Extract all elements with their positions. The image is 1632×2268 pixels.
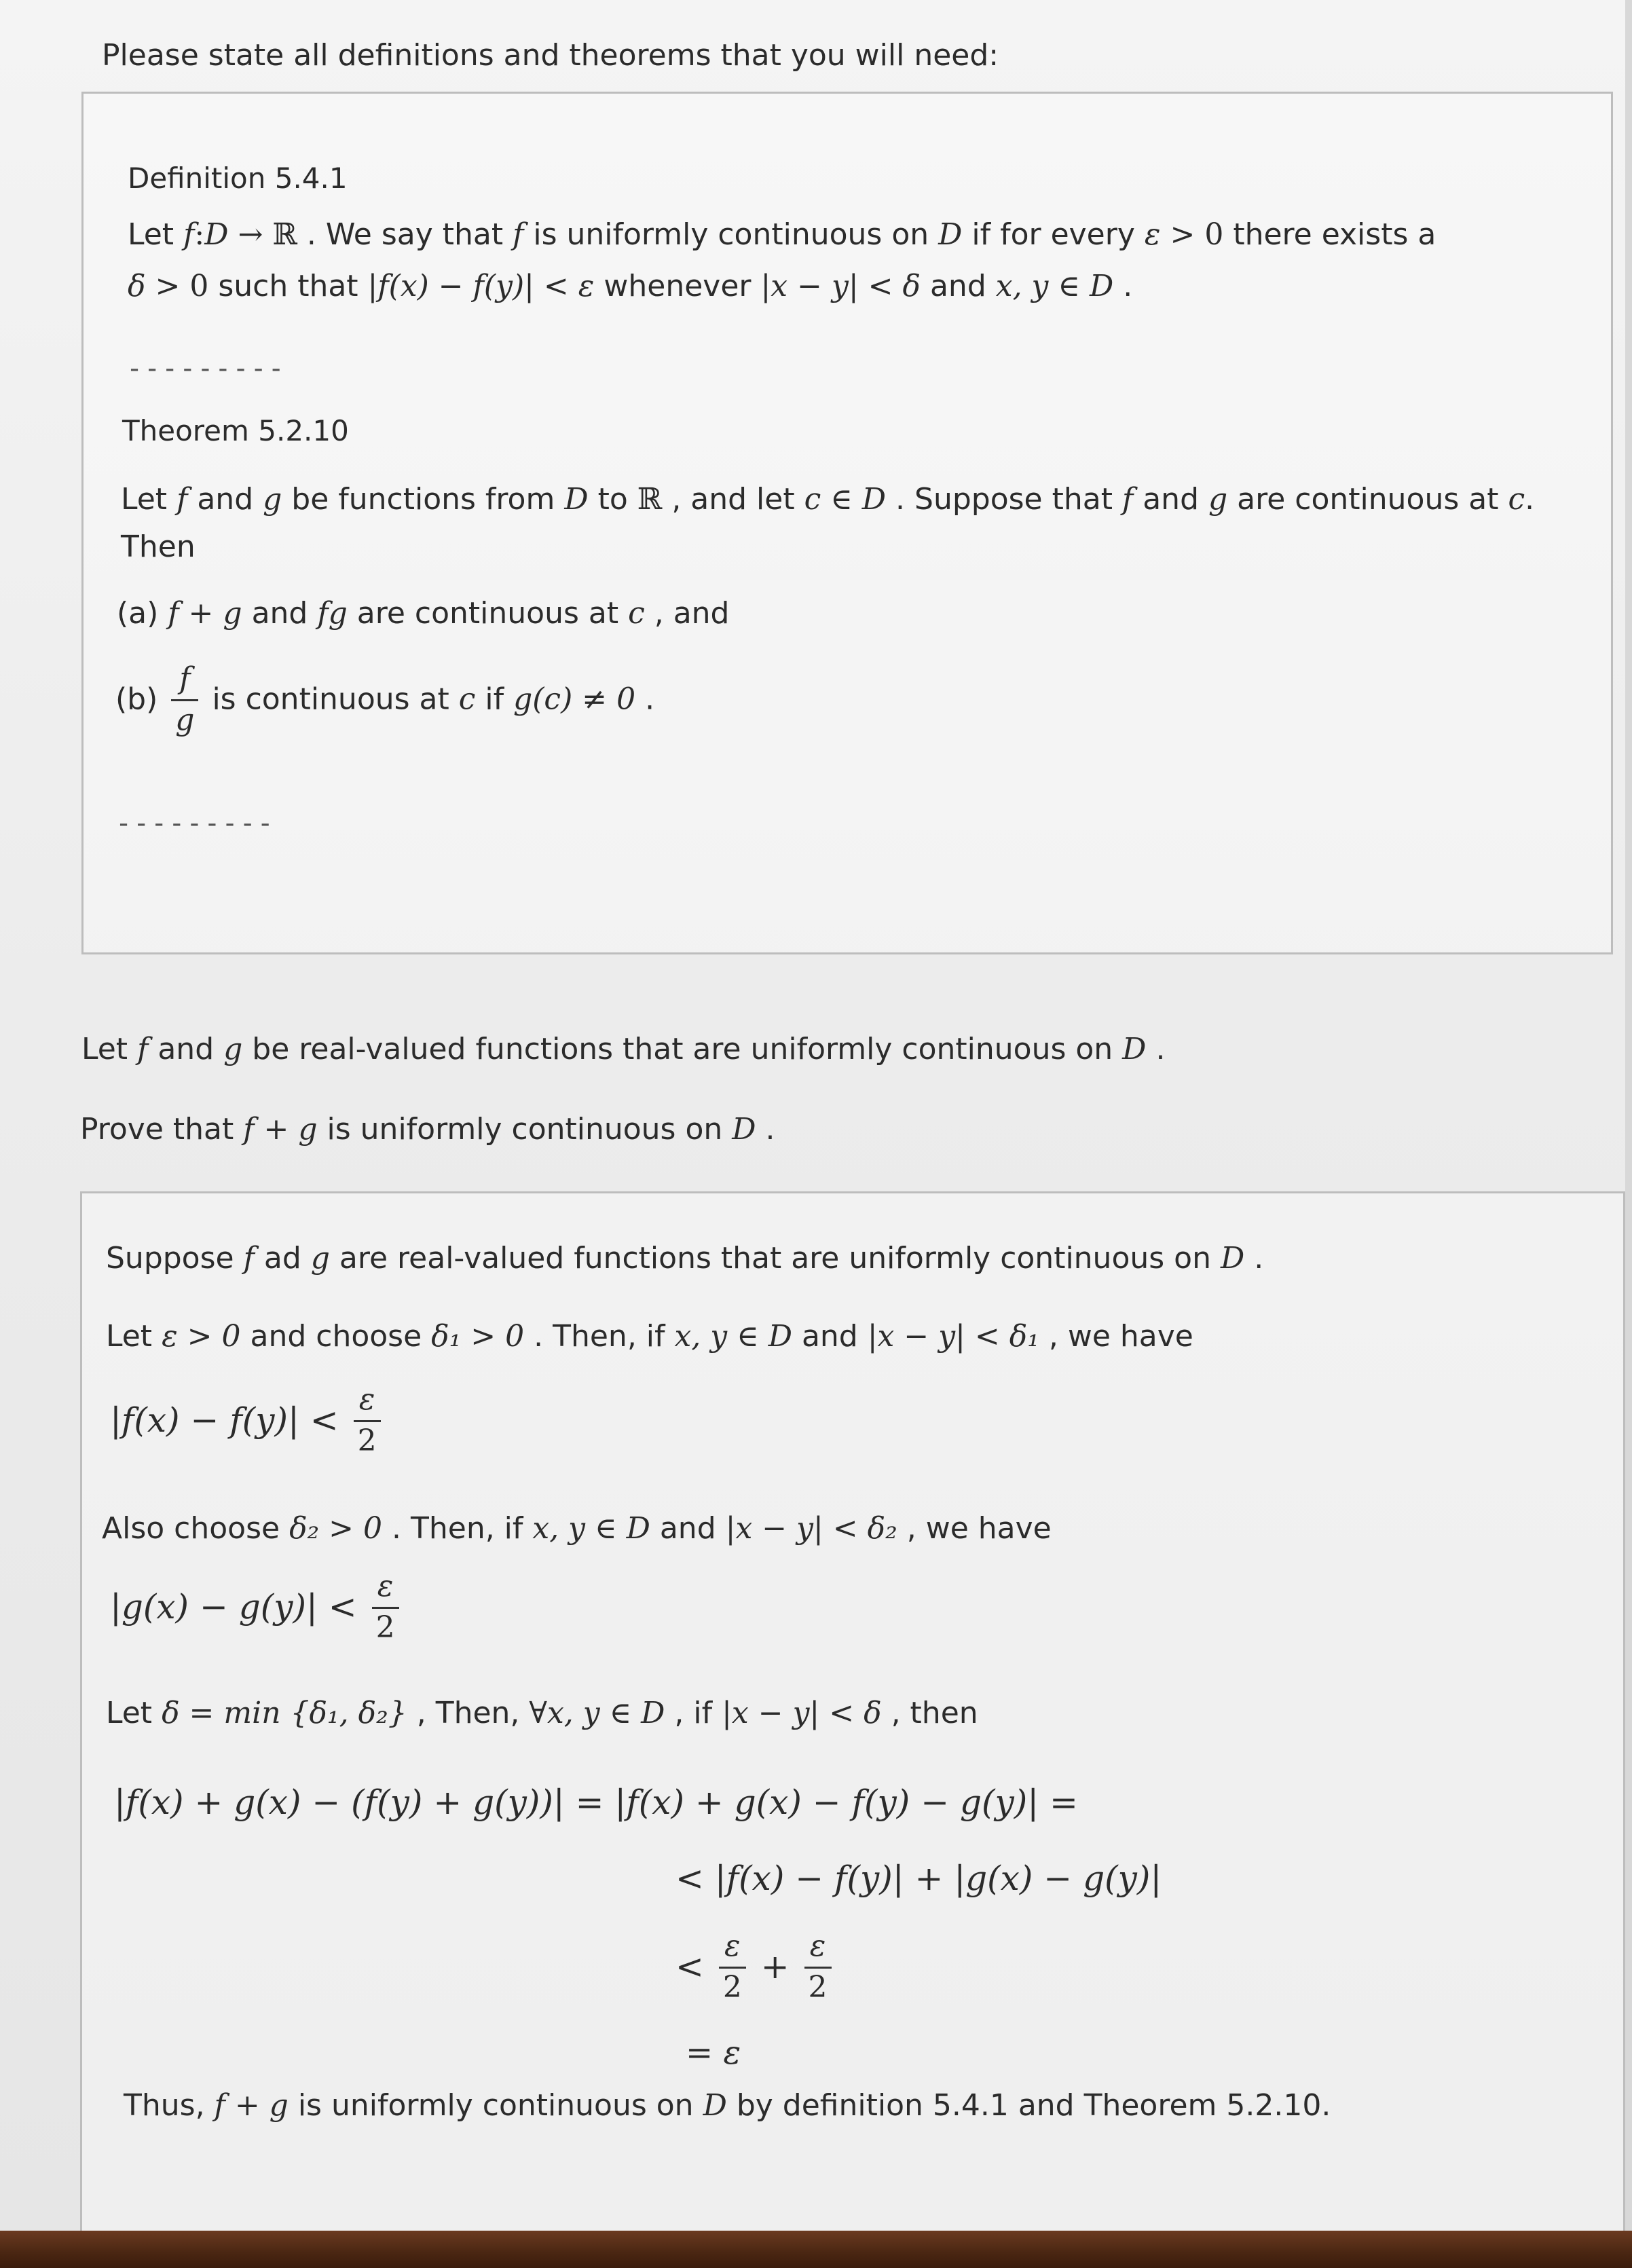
- f-over-g-fraction: $\frac{f}{g}$: [171, 664, 198, 735]
- separator-dashes: ---------: [126, 353, 286, 384]
- desk-surface: [0, 2231, 1632, 2268]
- equation-g-bound: |g(x) − g(y)| < $\frac{\varepsilon}{2}$: [110, 1572, 403, 1643]
- paper-edge: [1625, 0, 1632, 2233]
- equation-triangle-inequality: < |f(x) − f(y)| + |g(x) − g(y)|: [675, 1859, 1162, 1898]
- definition-title: Definition 5.4.1: [128, 162, 348, 195]
- theorem-part-b: (b) $\frac{f}{g}$ is continuous at c if g(c) ≠ 0 .: [115, 661, 655, 737]
- theorem-part-a: (a) f + g and fg are continuous at c , and: [117, 596, 730, 631]
- theorem-title: Theorem 5.2.10: [122, 414, 349, 447]
- separator-dashes-2: ---------: [115, 808, 275, 839]
- problem-line-1: Let f and g be real-valued functions that are uniformly continuous on D .: [81, 1032, 1166, 1066]
- proof-conclusion: Thus, f + g is uniformly continuous on D by definition 5.4.1 and Theorem 5.2.10.: [124, 2088, 1331, 2123]
- definition-line-2: δ > 0 such that |f(x) − f(y)| < ε whenever |x − y| < δ and x, y ∈ D .: [128, 269, 1133, 303]
- problem-line-2: Prove that f + g is uniformly continuous on D .: [80, 1112, 775, 1147]
- proof-line-1: Suppose f ad g are real-valued functions that are uniformly continuous on D .: [106, 1241, 1264, 1276]
- equation-sum-expansion: |f(x) + g(x) − (f(y) + g(y))| = |f(x) + g(x) − f(y) − g(y)| =: [114, 1783, 1078, 1822]
- proof-line-3: Also choose δ₂ > 0 . Then, if x, y ∈ D and |x − y| < δ₂ , we have: [102, 1511, 1052, 1546]
- proof-line-2: Let ε > 0 and choose δ₁ > 0 . Then, if x, y ∈ D and |x − y| < δ₁ , we have: [106, 1319, 1193, 1354]
- equation-epsilon-halves: < $\frac{\varepsilon}{2}$ + $\frac{\varepsilon}{2}$: [675, 1931, 836, 2003]
- definition-line-1: Let f:D → ℝ . We say that f is uniformly continuous on D if for every ε > 0 there exists a: [128, 217, 1436, 252]
- instruction-text: Please state all definitions and theorems that you will need:: [102, 38, 999, 73]
- theorem-line-1: Let f and g be functions from D to ℝ , and let c ∈ D . Suppose that f and g are continuous at c.: [121, 482, 1535, 517]
- equation-f-bound: |f(x) − f(y)| < $\frac{\varepsilon}{2}$: [110, 1385, 385, 1456]
- proof-line-4: Let δ = min {δ₁, δ₂} , Then, ∀x, y ∈ D , if |x − y| < δ , then: [106, 1696, 978, 1730]
- theorem-line-2: Then: [121, 529, 196, 564]
- equation-equals-epsilon: = ε: [686, 2034, 741, 2072]
